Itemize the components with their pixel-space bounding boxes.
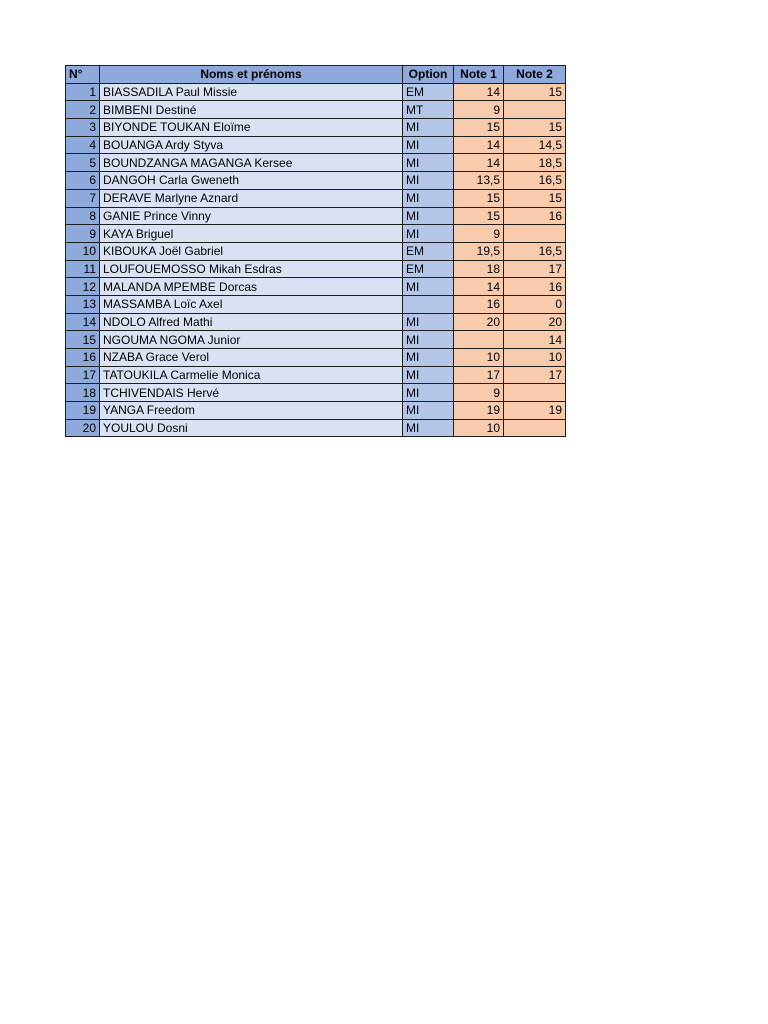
cell-number[interactable]: 11 xyxy=(66,260,100,278)
cell-option[interactable]: MI xyxy=(403,154,454,172)
cell-name[interactable]: BIMBENI Destiné xyxy=(100,101,403,119)
table-row xyxy=(66,207,566,225)
table-body xyxy=(66,83,566,437)
table-row xyxy=(66,189,566,207)
table-row xyxy=(66,119,566,137)
cell-number[interactable]: 16 xyxy=(66,349,100,367)
cell-name[interactable]: TATOUKILA Carmelie Monica xyxy=(100,366,403,384)
cell-note-1[interactable]: 19 xyxy=(454,402,504,420)
cell-option[interactable]: MI xyxy=(403,172,454,190)
cell-number[interactable]: 6 xyxy=(66,172,100,190)
cell-name[interactable]: BIYONDE TOUKAN Eloïme xyxy=(100,119,403,137)
header-note-1[interactable]: Note 1 xyxy=(454,66,504,84)
cell-note-1[interactable]: 14 xyxy=(454,136,504,154)
cell-note-1[interactable]: 14 xyxy=(454,154,504,172)
cell-option[interactable]: MI xyxy=(403,313,454,331)
table-row xyxy=(66,225,566,243)
cell-number[interactable]: 5 xyxy=(66,154,100,172)
cell-number[interactable]: 2 xyxy=(66,101,100,119)
table-row xyxy=(66,260,566,278)
table-row xyxy=(66,331,566,349)
cell-name[interactable]: BOUANGA Ardy Styva xyxy=(100,136,403,154)
cell-name[interactable]: KIBOUKA Joël Gabriel xyxy=(100,242,403,260)
cell-note-1[interactable]: 13,5 xyxy=(454,172,504,190)
cell-note-1[interactable]: 15 xyxy=(454,189,504,207)
table-row xyxy=(66,83,566,101)
cell-name[interactable]: MASSAMBA Loïc Axel xyxy=(100,295,403,313)
cell-option[interactable]: MI xyxy=(403,136,454,154)
table-row xyxy=(66,136,566,154)
cell-note-1[interactable]: 19,5 xyxy=(454,242,504,260)
table-row xyxy=(66,172,566,190)
cell-note-1[interactable]: 15 xyxy=(454,119,504,137)
cell-note-2[interactable] xyxy=(504,101,566,119)
cell-number[interactable]: 9 xyxy=(66,225,100,243)
cell-note-1[interactable]: 14 xyxy=(454,83,504,101)
cell-number[interactable]: 13 xyxy=(66,295,100,313)
cell-name[interactable]: MALANDA MPEMBE Dorcas xyxy=(100,278,403,296)
header-name[interactable]: Noms et prénoms xyxy=(100,66,403,84)
cell-option[interactable]: MI xyxy=(403,349,454,367)
table-row xyxy=(66,419,566,437)
cell-note-2[interactable] xyxy=(504,419,566,437)
table-header-row xyxy=(66,66,566,84)
cell-name[interactable]: KAYA Briguel xyxy=(100,225,403,243)
cell-name[interactable]: YANGA Freedom xyxy=(100,402,403,420)
cell-note-1[interactable]: 9 xyxy=(454,101,504,119)
cell-name[interactable]: GANIE Prince Vinny xyxy=(100,207,403,225)
cell-name[interactable]: TCHIVENDAIS Hervé xyxy=(100,384,403,402)
cell-option[interactable] xyxy=(403,295,454,313)
table-row xyxy=(66,384,566,402)
cell-number[interactable]: 18 xyxy=(66,384,100,402)
cell-note-2[interactable]: 16 xyxy=(504,207,566,225)
cell-note-2[interactable]: 19 xyxy=(504,402,566,420)
cell-name[interactable]: DERAVE Marlyne Aznard xyxy=(100,189,403,207)
cell-note-2[interactable]: 14 xyxy=(504,331,566,349)
table-row xyxy=(66,295,566,313)
cell-note-2[interactable]: 20 xyxy=(504,313,566,331)
header-option[interactable]: Option xyxy=(403,66,454,84)
cell-option[interactable]: MI xyxy=(403,419,454,437)
cell-name[interactable]: NZABA Grace Verol xyxy=(100,349,403,367)
cell-option[interactable]: MI xyxy=(403,278,454,296)
cell-note-1[interactable]: 9 xyxy=(454,384,504,402)
cell-number[interactable]: 8 xyxy=(66,207,100,225)
cell-note-2[interactable]: 16 xyxy=(504,278,566,296)
cell-note-2[interactable]: 16,5 xyxy=(504,242,566,260)
cell-number[interactable]: 1 xyxy=(66,83,100,101)
cell-note-1[interactable]: 16 xyxy=(454,295,504,313)
cell-name[interactable]: DANGOH Carla Gweneth xyxy=(100,172,403,190)
cell-note-2[interactable]: 0 xyxy=(504,295,566,313)
grades-table xyxy=(65,65,566,437)
cell-note-1[interactable]: 17 xyxy=(454,366,504,384)
cell-name[interactable]: BIASSADILA Paul Missie xyxy=(100,83,403,101)
cell-number[interactable]: 17 xyxy=(66,366,100,384)
cell-name[interactable]: LOUFOUEMOSSO Mikah Esdras xyxy=(100,260,403,278)
cell-note-2[interactable]: 18,5 xyxy=(504,154,566,172)
cell-option[interactable]: MI xyxy=(403,225,454,243)
cell-note-2[interactable]: 14,5 xyxy=(504,136,566,154)
table-row xyxy=(66,154,566,172)
cell-name[interactable]: YOULOU Dosni xyxy=(100,419,403,437)
cell-note-1[interactable] xyxy=(454,331,504,349)
cell-name[interactable]: BOUNDZANGA MAGANGA Kersee xyxy=(100,154,403,172)
table-row xyxy=(66,402,566,420)
table-row xyxy=(66,313,566,331)
cell-option[interactable]: MI xyxy=(403,207,454,225)
cell-number[interactable]: 12 xyxy=(66,278,100,296)
cell-number[interactable]: 14 xyxy=(66,313,100,331)
cell-note-1[interactable]: 15 xyxy=(454,207,504,225)
cell-note-1[interactable]: 10 xyxy=(454,419,504,437)
cell-number[interactable]: 4 xyxy=(66,136,100,154)
cell-option[interactable]: MI xyxy=(403,331,454,349)
cell-note-2[interactable] xyxy=(504,225,566,243)
cell-number[interactable]: 10 xyxy=(66,242,100,260)
cell-number[interactable]: 20 xyxy=(66,419,100,437)
table-row xyxy=(66,101,566,119)
cell-number[interactable]: 15 xyxy=(66,331,100,349)
header-note-2[interactable]: Note 2 xyxy=(504,66,566,84)
cell-note-2[interactable]: 10 xyxy=(504,349,566,367)
cell-note-2[interactable]: 17 xyxy=(504,366,566,384)
cell-option[interactable]: EM xyxy=(403,242,454,260)
cell-note-2[interactable]: 15 xyxy=(504,119,566,137)
cell-note-2[interactable] xyxy=(504,384,566,402)
cell-option[interactable]: MI xyxy=(403,366,454,384)
cell-number[interactable]: 3 xyxy=(66,119,100,137)
table-row xyxy=(66,349,566,367)
header-number[interactable]: N° xyxy=(66,66,100,84)
cell-note-2[interactable]: 15 xyxy=(504,189,566,207)
cell-note-1[interactable]: 20 xyxy=(454,313,504,331)
table-row xyxy=(66,278,566,296)
cell-note-1[interactable]: 14 xyxy=(454,278,504,296)
cell-note-2[interactable]: 17 xyxy=(504,260,566,278)
cell-option[interactable]: MI xyxy=(403,402,454,420)
table-row xyxy=(66,366,566,384)
table-row xyxy=(66,242,566,260)
cell-note-1[interactable]: 10 xyxy=(454,349,504,367)
cell-option[interactable]: MT xyxy=(403,101,454,119)
cell-option[interactable]: MI xyxy=(403,189,454,207)
cell-option[interactable]: EM xyxy=(403,83,454,101)
cell-option[interactable]: MI xyxy=(403,119,454,137)
cell-name[interactable]: NDOLO Alfred Mathi xyxy=(100,313,403,331)
cell-number[interactable]: 19 xyxy=(66,402,100,420)
cell-option[interactable]: EM xyxy=(403,260,454,278)
cell-note-2[interactable]: 16,5 xyxy=(504,172,566,190)
cell-option[interactable]: MI xyxy=(403,384,454,402)
cell-note-1[interactable]: 18 xyxy=(454,260,504,278)
cell-note-1[interactable]: 9 xyxy=(454,225,504,243)
cell-note-2[interactable]: 15 xyxy=(504,83,566,101)
cell-name[interactable]: NGOUMA NGOMA Junior xyxy=(100,331,403,349)
cell-number[interactable]: 7 xyxy=(66,189,100,207)
